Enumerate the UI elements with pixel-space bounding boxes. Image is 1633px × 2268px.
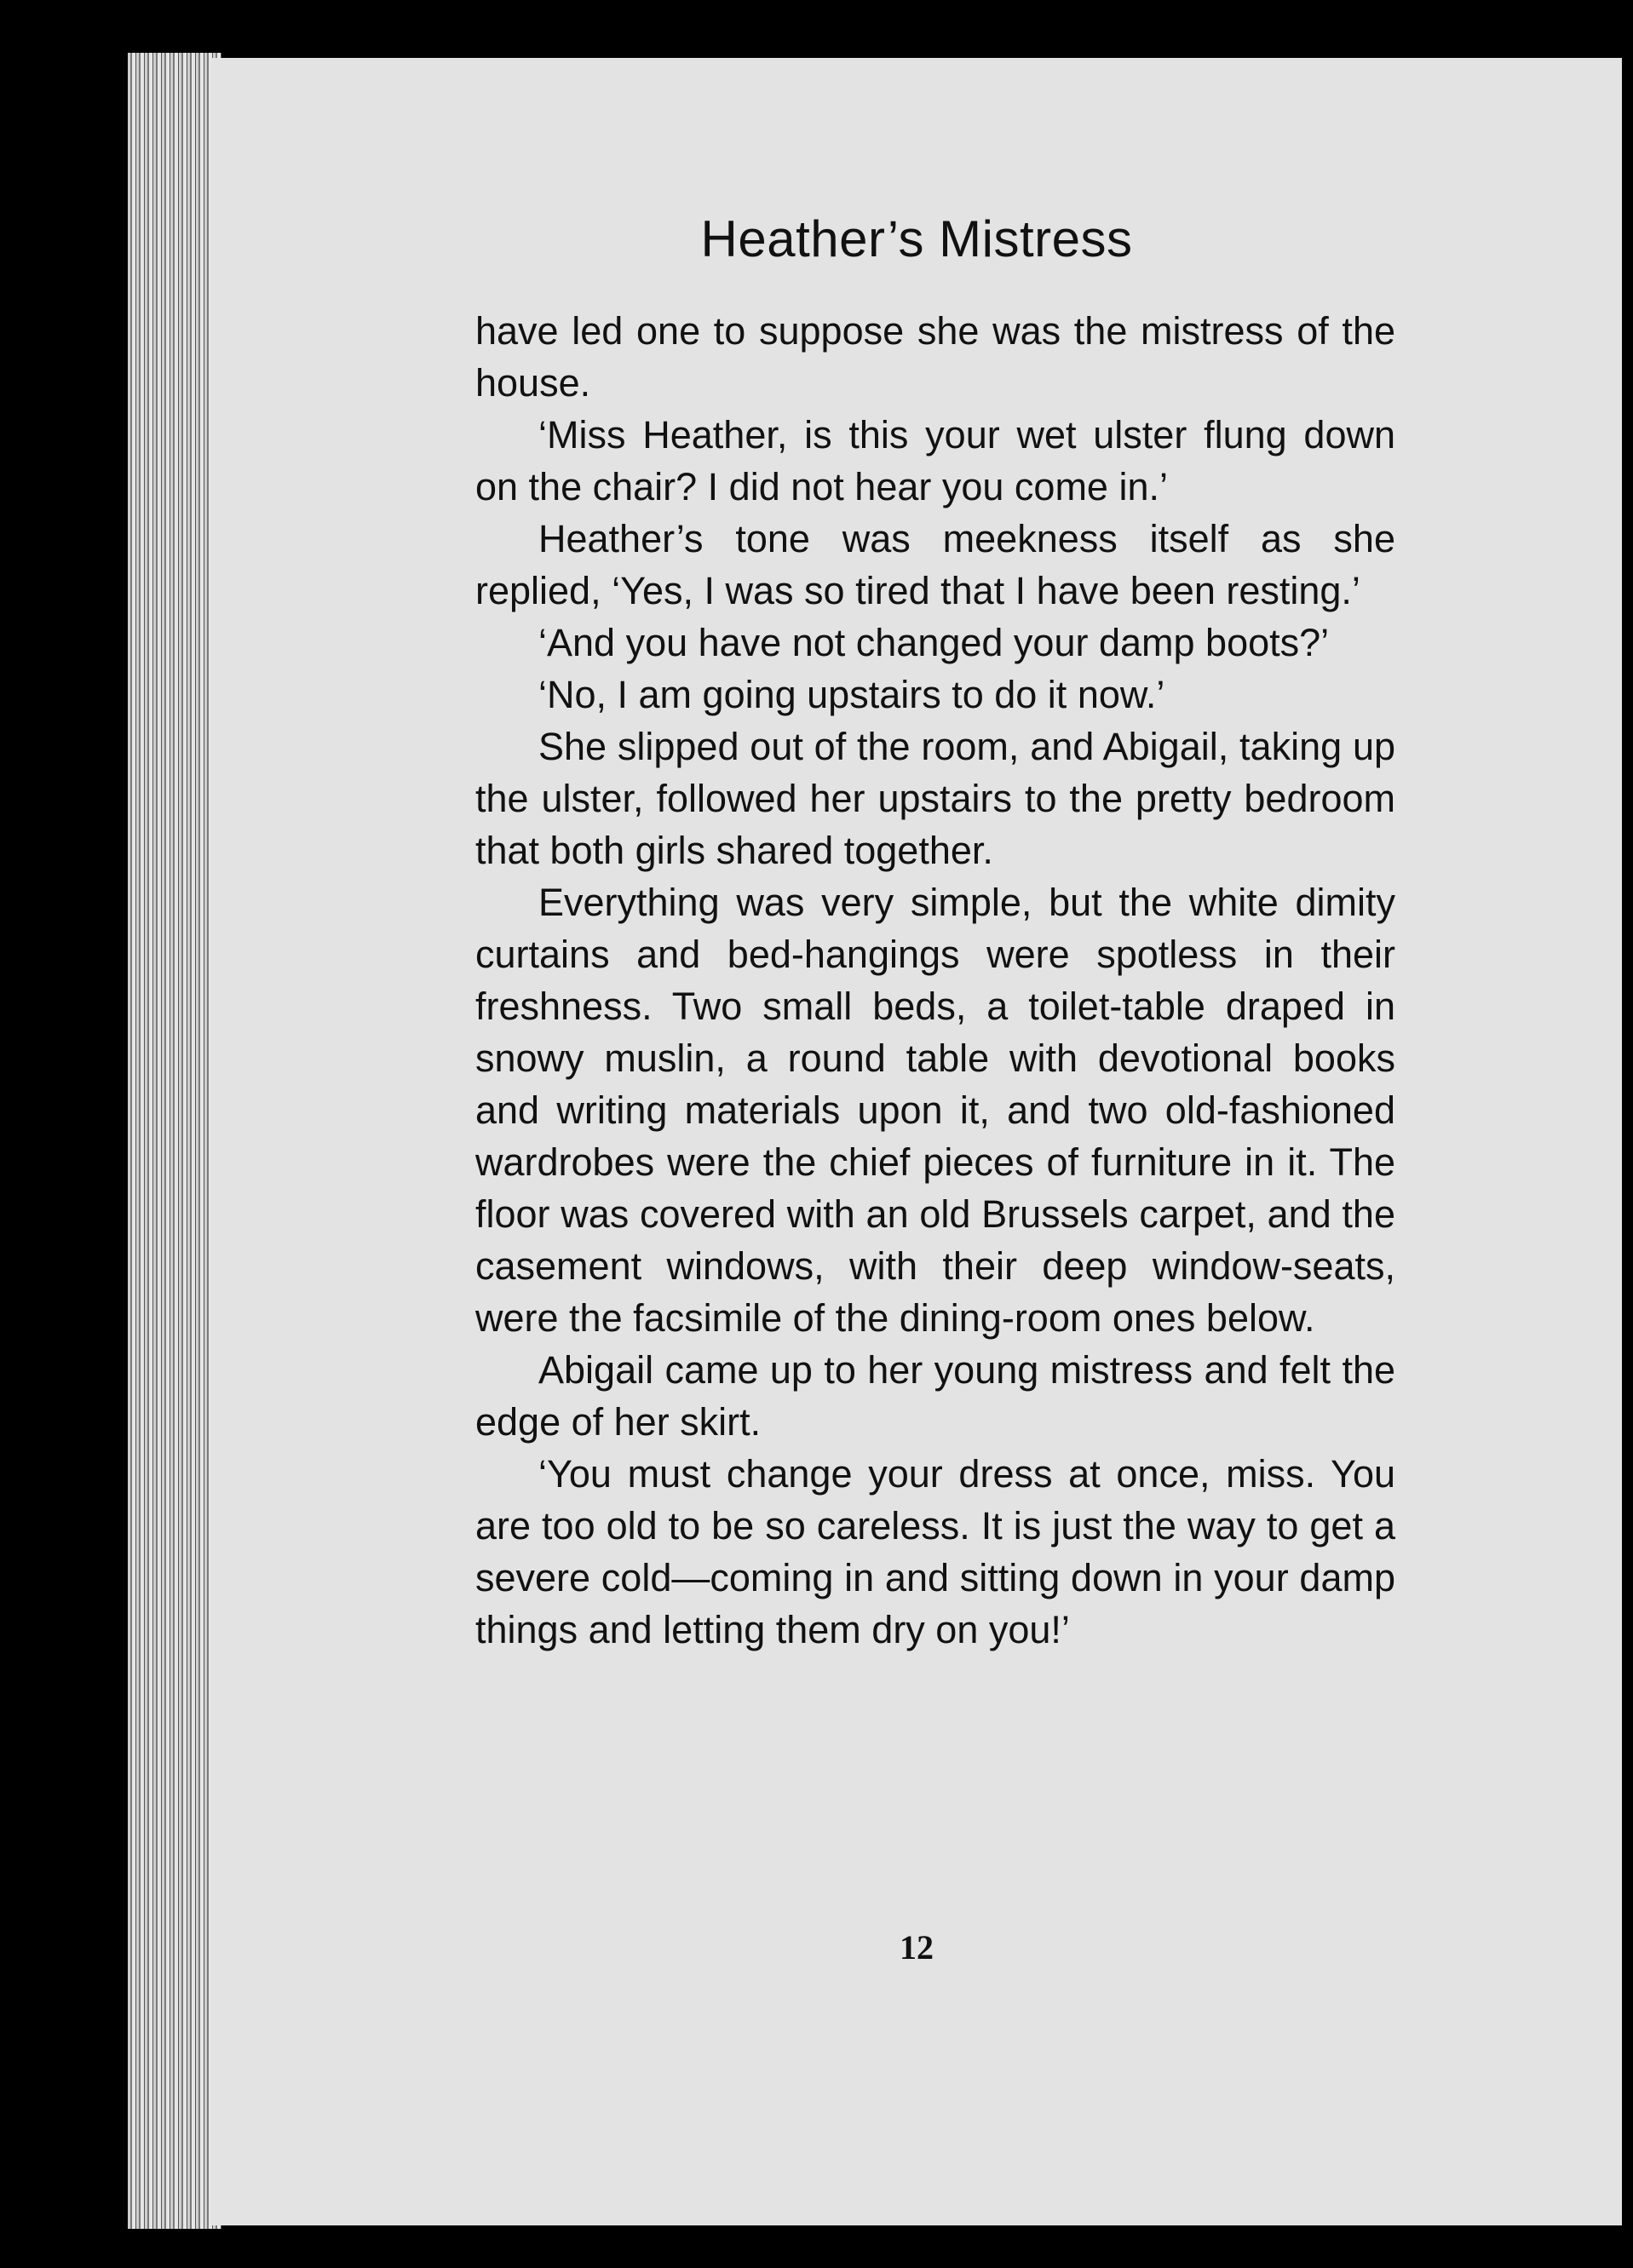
paragraph: Abigail came up to her young mistress and felt the edge of her skirt. <box>475 1348 1395 1444</box>
page-edges <box>128 53 221 2229</box>
page-number: 12 <box>900 1928 934 1967</box>
paragraph: ‘No, I am going upstairs to do it now.’ <box>538 673 1165 716</box>
paragraph: Heather’s tone was meekness itself as she replied, ‘Yes, I was so tired that I have been resting.’ <box>475 517 1395 612</box>
paragraph: ‘And you have not changed your damp boots?’ <box>538 621 1330 664</box>
paragraph: She slipped out of the room, and Abigail, taking up the ulster, followed her upstairs to the pretty bedroom that both girls shared together. <box>475 725 1395 872</box>
running-head: Heather’s Mistress <box>700 210 1133 267</box>
paragraph: ‘Miss Heather, is this your wet ulster flung down on the chair? I did not hear you come in.’ <box>475 413 1395 508</box>
paragraph: Everything was very simple, but the white dimity curtains and bed-hangings were spotless in their freshness. Two small beds, a toilet-table draped in snowy muslin, a round table with devotional books and writing materials upon it, and two old-fashioned wardrobes were the chief pieces of furniture in it. The floor was covered with an old Brussels carpet, and the casement windows, with their deep window-seats, were the facsimile of the dining-room ones below. <box>475 881 1395 1340</box>
body-text <box>475 305 1395 1656</box>
paragraph: ‘You must change your dress at once, miss. You are too old to be so careless. It is just the way to get a severe cold—coming in and sitting down in your damp things and letting them dry on you!’ <box>475 1452 1395 1651</box>
paragraph: have led one to suppose she was the mistress of the house. <box>475 309 1395 405</box>
book-page <box>211 58 1622 2225</box>
